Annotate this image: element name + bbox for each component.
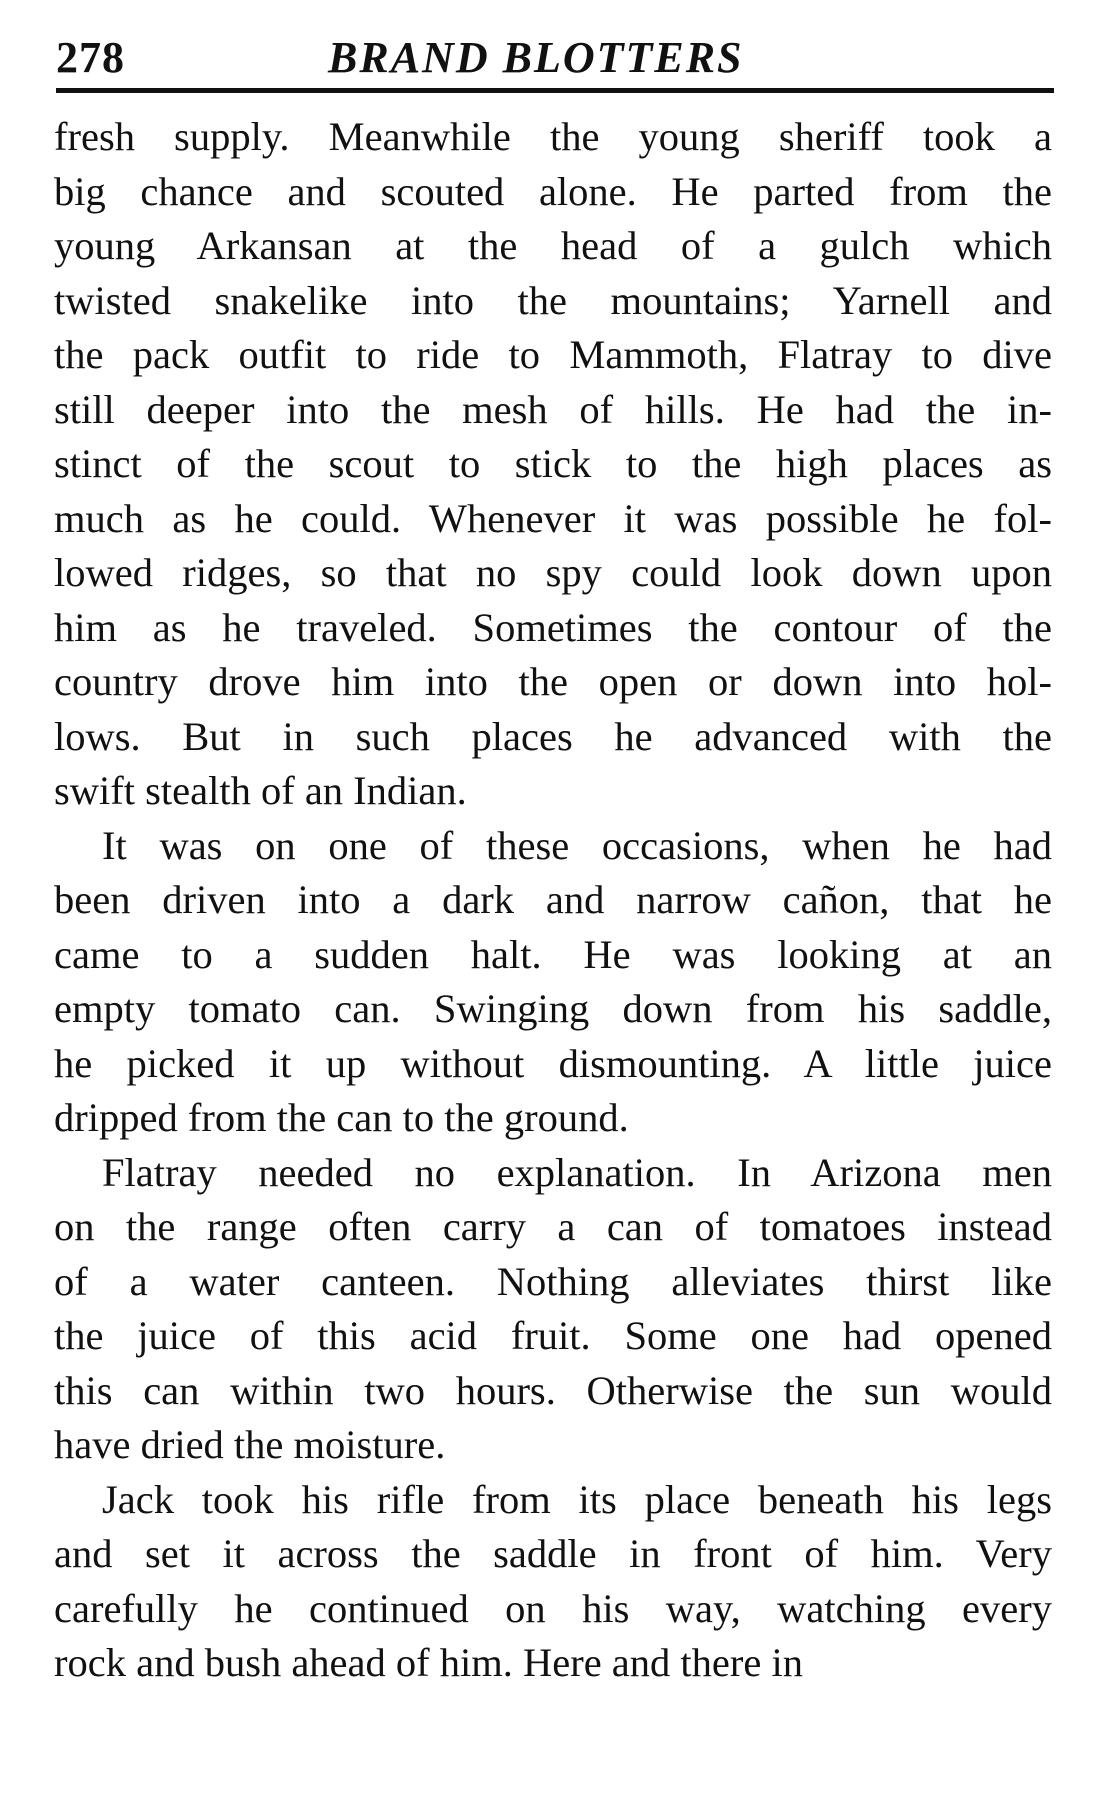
text-line: Flatray needed no explanation. In Arizona men — [102, 1149, 1052, 1195]
text-line: still deeper into the mesh of hills. He had the in- — [54, 386, 1052, 432]
text-line: him as he traveled. Sometimes the contour of the — [54, 604, 1052, 650]
text-line: young Arkansan at the head of a gulch which — [54, 223, 1052, 268]
text-line: dripped from the can to the ground. — [54, 1095, 629, 1140]
text-line: lows. But in such places he advanced with the — [54, 713, 1052, 759]
text-line: have dried the moisture. — [54, 1422, 446, 1467]
running-head — [56, 24, 1054, 88]
text-line: fresh supply. Meanwhile the young sheriff took a — [54, 114, 1052, 159]
text-line: much as he could. Whenever it was possible he fol- — [54, 495, 1052, 541]
text-line: he picked it up without dismounting. A little juice — [54, 1040, 1052, 1086]
text-line: the juice of this acid fruit. Some one had opened — [54, 1313, 1052, 1358]
text-line: stinct of the scout to stick to the high places as — [54, 441, 1052, 486]
text-line: came to a sudden halt. He was looking at an — [54, 931, 1052, 977]
text-line: rock and bush ahead of him. Here and there in — [54, 1640, 803, 1685]
paragraph — [54, 819, 1052, 1146]
text-line: empty tomato can. Swinging down from his saddle, — [54, 986, 1052, 1031]
running-title: BRAND BLOTTERS — [328, 33, 744, 82]
paragraph — [54, 110, 1052, 819]
text-line: twisted snakelike into the mountains; Yarnell and — [54, 277, 1052, 323]
text-line: carefully he continued on his way, watching every — [54, 1585, 1052, 1631]
text-line: It was on one of these occasions, when he had — [102, 822, 1052, 868]
text-line: this can within two hours. Otherwise the sun would — [54, 1367, 1052, 1413]
text-line: country drove him into the open or down into hol- — [54, 659, 1052, 704]
text-line: swift stealth of an Indian. — [54, 768, 467, 813]
header-rule — [56, 88, 1054, 93]
text-line: of a water canteen. Nothing alleviates thirst like — [54, 1258, 1052, 1304]
body-text — [54, 110, 1052, 1691]
paragraph — [54, 1146, 1052, 1473]
paragraph — [54, 1473, 1052, 1691]
text-line: big chance and scouted alone. He parted from the — [54, 168, 1052, 214]
text-line: lowed ridges, so that no spy could look down upon — [54, 550, 1052, 595]
text-line: and set it across the saddle in front of him. Very — [54, 1531, 1052, 1576]
text-line: been driven into a dark and narrow cañon, that he — [54, 877, 1052, 922]
text-line: on the range often carry a can of tomatoes instead — [54, 1204, 1052, 1249]
page-number: 278 — [56, 33, 125, 82]
text-line: Jack took his rifle from its place beneath his legs — [102, 1476, 1052, 1522]
text-line: the pack outfit to ride to Mammoth, Flatray to dive — [54, 332, 1052, 377]
